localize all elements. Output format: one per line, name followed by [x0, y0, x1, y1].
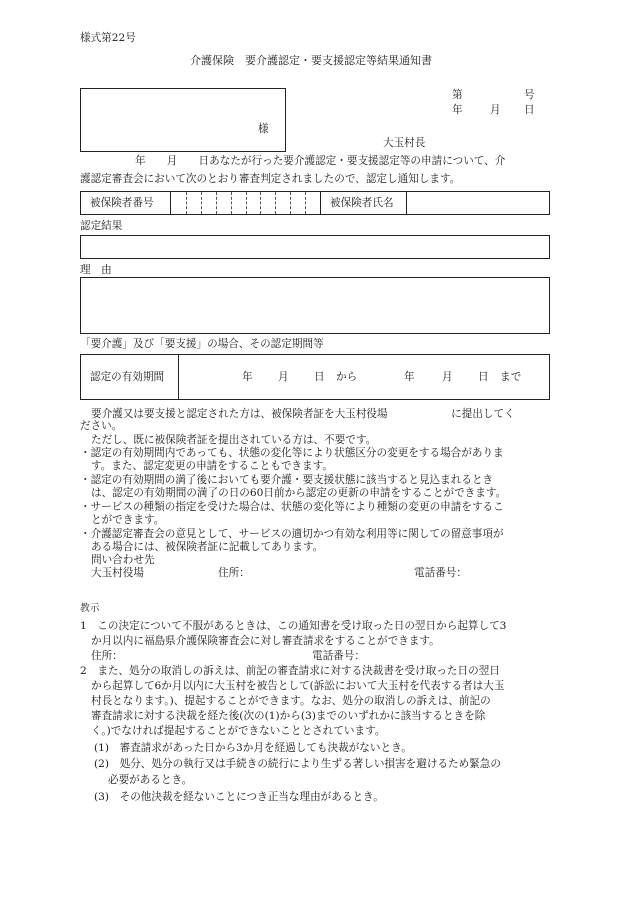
document-title: 介護保険 要介護認定・要支援認定等結果通知書: [190, 54, 432, 67]
instruction-line: から起算して6か月以内に大玉村を被告として(訴訟において大玉村を代表する者は大玉: [91, 680, 505, 692]
reason-field[interactable]: [80, 277, 550, 334]
number-prefix: 第: [452, 89, 463, 101]
insured-number-label: 被保険者番号: [90, 197, 154, 209]
instruction-line: く。)でなければ提起することができないこととされています。: [91, 725, 386, 737]
addressee-honorific: 様: [258, 123, 269, 135]
instruction-item-1: (1) 審査請求があった日から3か月を経過しても決裁がないとき。: [94, 742, 412, 754]
note-line: ださい。: [80, 420, 123, 432]
from-year: 年: [242, 371, 253, 383]
divider: [320, 191, 321, 215]
note-line: ・介護認定審査会の意見として、サービスの適切かつ有効な利用等に関しての留意事項が: [80, 528, 504, 540]
instruction-phone-label: 電話番号：: [312, 650, 365, 662]
reason-label: 理 由: [80, 264, 112, 276]
issuer-name: 大玉村長: [383, 137, 426, 149]
instruction-item-2-cont: 必要があるとき。: [108, 774, 193, 786]
period-label: 認定の有効期間: [90, 371, 165, 383]
instruction-item-2: (2) 処分、処分の執行又は手続きの続行により生ずる著しい損害を避けるため緊急の: [94, 758, 501, 770]
contact-phone-label: 電話番号：: [414, 567, 467, 579]
date-day: 日: [524, 104, 535, 116]
digit-cell-divider: [201, 192, 202, 214]
to-year: 年: [404, 371, 415, 383]
addressee-box[interactable]: [80, 88, 286, 152]
contact-address-label: 住所：: [218, 567, 250, 579]
contact-office: 大玉村役場: [91, 567, 144, 579]
digit-cell-divider: [290, 192, 291, 214]
digit-cell-divider: [216, 192, 217, 214]
instruction-line: 2 また、処分の取消しの訴えは、前記の審査請求に対する決裁書を受け取った日の翌日: [80, 665, 500, 677]
note-line: ただし、既に被保険者証を提出されている方は、不要です。: [91, 434, 377, 446]
instruction-line: 1 この決定について不服があるときは、この通知書を受け取った日の翌日から起算して3: [80, 620, 507, 632]
instruction-line: 審査請求に対する決裁を経た後(次の(1)から(3)までのいずれかに該当するときを除: [91, 710, 486, 722]
note-line: とができます。: [91, 514, 165, 526]
instruction-line: 村長となります。)、提起することができます。なお、処分の取消しの訴えは、前記の: [91, 695, 491, 707]
number-suffix: 号: [524, 89, 535, 101]
digit-cell-divider: [305, 192, 306, 214]
digit-cell-divider: [231, 192, 232, 214]
digit-cell-divider: [275, 192, 276, 214]
to-month: 月: [442, 371, 453, 383]
result-field[interactable]: [80, 235, 550, 259]
note-line: は、認定の有効期間の満了の日の60日前から認定の更新の申請をすることができます。: [91, 487, 507, 499]
contact-heading: 問い合わせ先: [91, 554, 155, 566]
instruction-heading: 教示: [80, 603, 100, 614]
note-line: 要介護又は要支援と認定された方は、被保険者証を大玉村役場 に提出してく: [91, 408, 515, 420]
period-heading: 「要介護」及び「要支援」の場合、その認定期間等: [80, 338, 324, 350]
note-line: ・認定の有効期間内であっても、状態の変化等により状態区分の変更をする場合がありま: [80, 447, 504, 459]
divider: [170, 191, 171, 215]
from-month: 月: [278, 371, 289, 383]
instruction-item-3: (3) その他決裁を経ないことにつき正当な理由があるとき。: [94, 791, 384, 803]
digit-cell-divider: [260, 192, 261, 214]
result-label: 認定結果: [80, 220, 123, 232]
date-month: 月: [490, 104, 501, 116]
digit-cell-divider: [246, 192, 247, 214]
date-year: 年: [452, 104, 463, 116]
to-word: まで: [500, 371, 522, 383]
from-word: から: [336, 371, 358, 383]
form-number: 様式第22号: [80, 32, 136, 44]
divider: [178, 354, 179, 400]
digit-cell-divider: [186, 192, 187, 214]
note-line: ・認定の有効期間の満了後においても要介護・要支援状態に該当すると見込まれるとき: [80, 474, 494, 486]
note-line: す。また、認定変更の申請をすることもできます。: [91, 460, 333, 472]
instruction-line: か月以内に福島県介護保険審査会に対し審査請求をすることができます。: [91, 635, 440, 647]
instruction-address-label: 住所：: [91, 650, 123, 662]
note-line: ある場合には、被保険者証に記載してあります。: [91, 541, 324, 553]
note-line: ・サービスの種類の指定を受けた場合は、状態の変化等により種類の変更の申請をするこ: [80, 501, 504, 513]
to-day: 日: [478, 371, 489, 383]
insured-name-label: 被保険者氏名: [330, 197, 394, 209]
from-day: 日: [314, 371, 325, 383]
intro-line-1: 年 月 日あなたが行った要介護認定・要支援認定等の申請について、介: [135, 155, 506, 167]
intro-line-2: 護認定審査会において次のとおり審査判定されましたので、認定し通知します。: [80, 173, 461, 185]
insured-name-field[interactable]: [407, 192, 549, 214]
